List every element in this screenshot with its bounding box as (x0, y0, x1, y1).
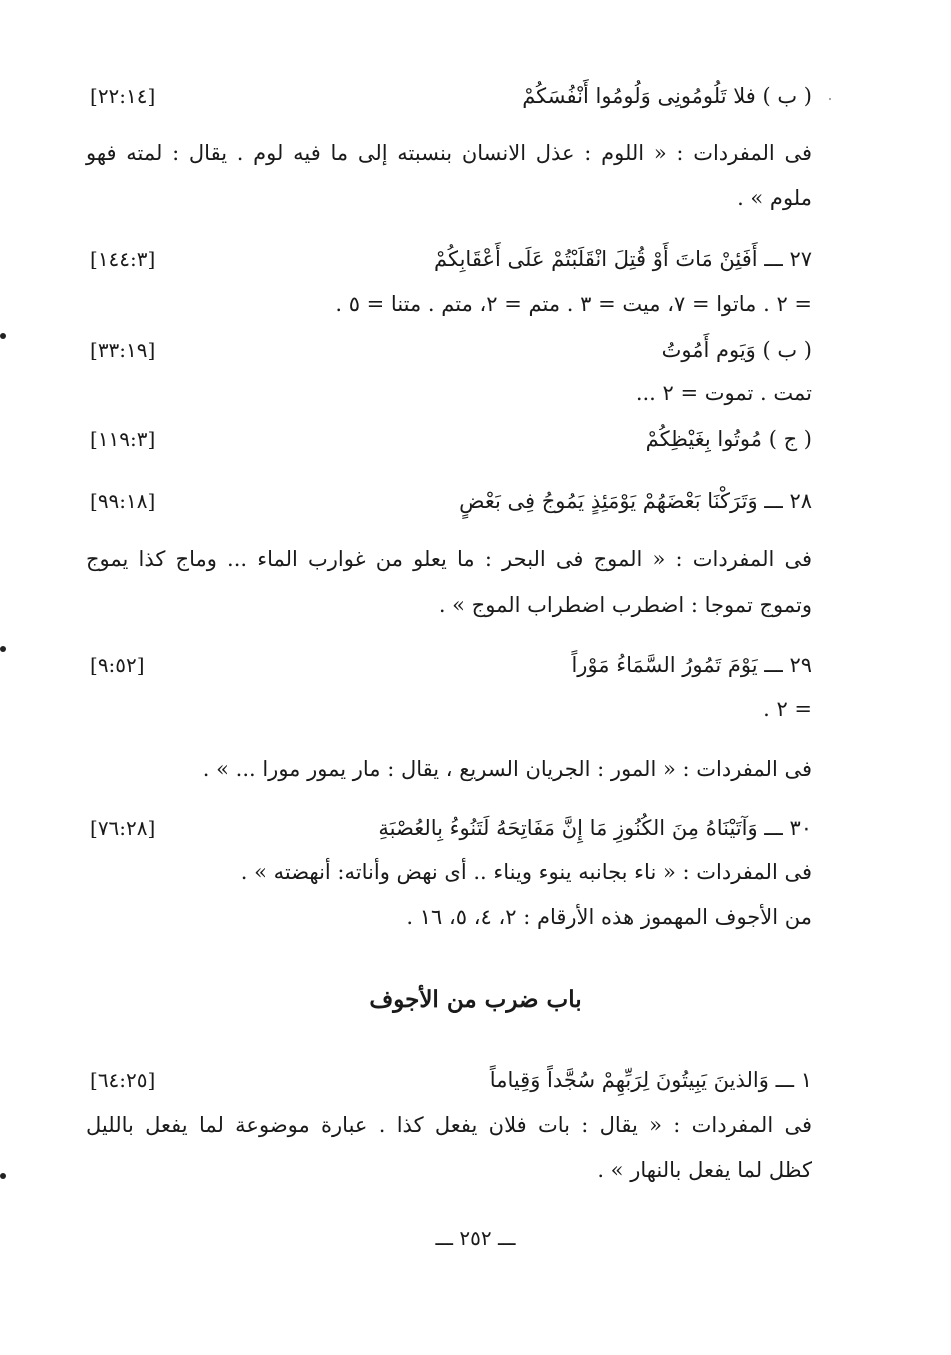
commentary-line: فى المفردات : « ناء بجانبه ينوء ويناء .. أى نهض وأناته: أنهضته » . (240, 860, 812, 884)
verse-reference: [٦٤:٢٥] (90, 1068, 156, 1092)
verse-line: ( ب ) وَيَوم أَمُوتُ (661, 338, 812, 362)
verse-line: ( ب ) فلا تَلُومُونِى وَلُومُوا أَنْفُسَكُمْ (522, 84, 812, 108)
verse-reference: [٢٢:١٤] (90, 84, 156, 108)
page-number: ـــ ٢٥٢ ـــ (435, 1226, 516, 1250)
verse-line: ١ ـــ وَالذينَ يَبِيتُونَ لِرَبِّهِمْ سُجَّداً وَقِياماً (489, 1068, 812, 1092)
commentary-line: فى المفردات : « يقال : بات فلان يفعل كذا . عبارة موضوعة لما يفعل بالليل (86, 1113, 812, 1137)
note-line: من الأجوف المهموز هذه الأرقام : ٢، ٤، ٥، ١٦ . (406, 905, 812, 929)
commentary-line: وتموج تموجا : اضطرب اضطراب الموج » . (438, 593, 812, 617)
verse-reference: [٩:٥٢] (90, 653, 145, 677)
verse-line: ٢٩ ـــ يَوْمَ تَمُورُ السَّمَاءُ مَوْراً (571, 653, 812, 677)
commentary-line: فى المفردات : « المور : الجريان السريع ، يقال : مار يمور مورا ... » . (202, 757, 812, 781)
note-line: = ٢ . ماتوا = ٧، ميت = ٣ . متم = ٢، متم . متنا = ٥ . (335, 292, 812, 316)
verse-reference: [٧٦:٢٨] (90, 816, 156, 840)
verse-line: ٢٧ ـــ أَفَئِنْ مَاتَ أَوْ قُتِلَ انْقَلَبْتُمْ عَلَى أَعْقَابِكُمْ (434, 247, 812, 271)
margin-mark (0, 646, 6, 652)
verse-line: ٢٨ ـــ وَتَرَكْنَا بَعْضَهُمْ يَوْمَئِذٍ يَمُوجُ فِى بَعْضٍ (459, 489, 812, 513)
verse-reference: [٣٣:١٩] (90, 338, 156, 362)
verse-reference: [٩٩:١٨] (90, 489, 156, 513)
note-line: تمت . تموت = ٢ ... (635, 381, 812, 405)
scan-speck (829, 98, 831, 100)
margin-mark (0, 333, 6, 339)
section-heading: باب ضرب من الأجوف (369, 986, 582, 1013)
commentary-line: فى المفردات : « اللوم : عذل الانسان بنسبته إلى ما فيه لوم . يقال : لمته فهو (86, 141, 812, 165)
verse-line: ٣٠ ـــ وَآتَيْنَاهُ مِنَ الكُنُوزِ مَا إِنَّ مَفَاتِحَهُ لَتَنُوءُ بِالعُصْبَةِ (378, 816, 812, 840)
verse-line: ( ج ) مُوتُوا بِغَيْظِكُمْ (645, 427, 812, 451)
commentary-line: كظل لما يفعل بالنهار » . (597, 1158, 812, 1182)
commentary-line: فى المفردات : « الموج فى البحر : ما يعلو من غوارب الماء ... وماج كذا يموج (86, 547, 812, 571)
note-line: = ٢ . (763, 697, 812, 721)
verse-reference: [١١٩:٣] (90, 427, 156, 451)
commentary-line: ملوم » . (737, 186, 812, 210)
verse-reference: [١٤٤:٣] (90, 247, 156, 271)
margin-mark (0, 1173, 6, 1179)
